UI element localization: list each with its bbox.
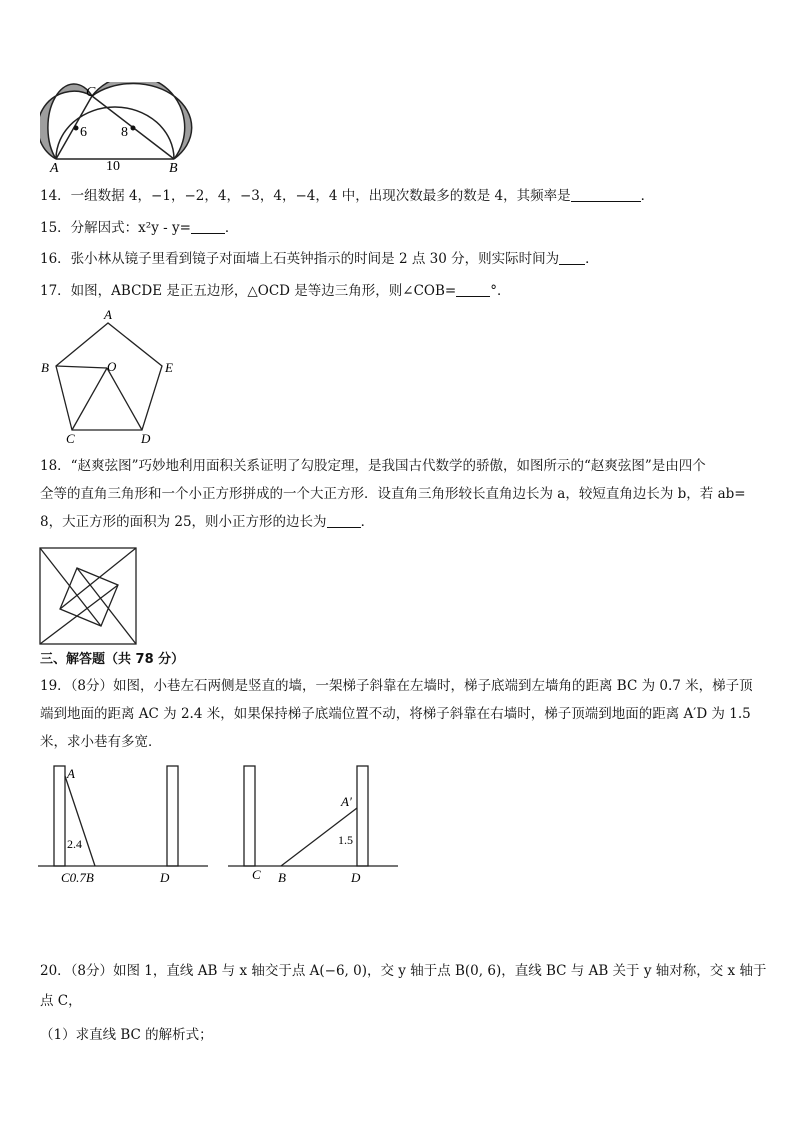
segment-oc	[72, 368, 107, 430]
midpoint-bc	[131, 126, 136, 131]
label-b: B	[169, 161, 178, 174]
left-wall	[54, 766, 65, 866]
answer-blank-18[interactable]	[327, 513, 361, 528]
question-17-end: °．	[490, 283, 511, 299]
ladder-left	[65, 776, 95, 866]
question-16-end: ．	[585, 251, 599, 267]
question-16-text: 16．张小林从镜子里看到镜子对面墙上石英钟指示的时间是 2 点 30 分，则实际时间为	[40, 251, 560, 267]
label-e: E	[165, 360, 173, 375]
question-17-text: 17．如图，ABCDE 是正五边形，△OCD 是等边三角形，则∠COB=	[40, 283, 457, 299]
answer-blank-15[interactable]	[191, 219, 225, 234]
shaded-lune-left	[40, 84, 92, 159]
label-b: B	[278, 870, 286, 885]
question-18-line-1: 18．“赵爽弦图”巧妙地利用面积关系证明了勾股定理，是我国古代数学的骄傲，如图所示的“赵爽弦图”是由四个	[40, 458, 706, 474]
question-14-end: ．	[640, 188, 655, 204]
label-d: D	[141, 431, 151, 446]
label-a-prime: A′	[341, 794, 352, 809]
question-19-line-3: 米，求小巷有多宽．	[40, 734, 162, 750]
figure-q13-semicircles	[40, 82, 200, 174]
question-15-end: ．	[224, 220, 239, 236]
figure-q19-right-wall	[226, 764, 402, 888]
question-20-line-1: 20．（8分）如图 1，直线 AB 与 x 轴交于点 A(−6, 0)，交 y 轴于点 B(0, 6)，直线 BC 与 AB 关于 y 轴对称，交 x 轴于	[40, 963, 767, 979]
left-wall	[244, 766, 255, 866]
question-18-line-3: 8，大正方形的面积为 25，则小正方形的边长为	[40, 514, 327, 530]
label-c: C	[86, 85, 96, 100]
large-square	[40, 548, 136, 644]
label-2-4: 2.4	[67, 837, 82, 851]
question-14-text: 14．一组数据 4，−1，−2，4，−3，4，−4，4 中，出现次数最多的数是 4，其频率是	[40, 188, 571, 204]
question-18-line-2: 全等的直角三角形和一个小正方形拼成的一个大正方形．设直角三角形较长直角边长为 a，较短直角边长为 b，若 ab=	[40, 486, 746, 502]
question-19-line-1: 19．（8分）如图，小巷左石两侧是竖直的墙，一架梯子斜靠在左墙时，梯子底端到左墙角的距离 BC 为 0.7 米，梯子顶	[40, 678, 753, 694]
question-15	[40, 219, 238, 237]
section-3-heading: 三、解答题（共 78 分）	[40, 652, 185, 667]
label-c: C	[66, 431, 75, 446]
question-20-line-2: 点 C，	[40, 993, 82, 1009]
answer-blank-14[interactable]	[571, 187, 641, 202]
question-19	[40, 672, 756, 756]
label-8: 8	[121, 125, 128, 140]
segment-od	[107, 368, 142, 430]
label-o: O	[107, 359, 117, 374]
right-wall	[167, 766, 178, 866]
question-19-line-2: 端到地面的距离 AC 为 2.4 米，如果保持梯子底端位置不动，将梯子斜靠在右墙时，梯子顶端到地面的距离 A′D 为 1.5	[40, 706, 751, 722]
question-18-end: ．	[360, 514, 375, 530]
shaded-lune-right	[92, 82, 192, 159]
small-square	[60, 568, 118, 626]
question-20-sub-1: （1）求直线 BC 的解析式；	[40, 1027, 213, 1043]
question-17	[40, 282, 510, 300]
label-d: D	[160, 870, 170, 885]
right-wall	[357, 766, 368, 866]
question-15-text: 15．分解因式：x²y - y=	[40, 220, 191, 236]
label-a: A	[67, 766, 75, 781]
question-20	[40, 956, 767, 1050]
question-16	[40, 250, 599, 268]
label-6: 6	[80, 125, 87, 140]
midpoint-ac	[74, 126, 79, 131]
question-18	[40, 452, 756, 536]
label-d: D	[351, 870, 361, 885]
label-b: B	[41, 360, 49, 375]
semicircle-ab	[56, 107, 174, 159]
answer-blank-17[interactable]	[456, 282, 490, 297]
figure-q18-zhao-shuang	[38, 546, 140, 648]
figure-q19-left-wall	[36, 764, 212, 888]
figure-q17-pentagon	[38, 306, 184, 446]
label-10: 10	[106, 159, 120, 174]
label-a: A	[104, 307, 112, 322]
question-18-line-3-wrap	[40, 508, 756, 536]
label-c-0-7-b: C0.7B	[61, 870, 94, 885]
label-c: C	[252, 867, 261, 882]
question-14	[40, 187, 654, 205]
label-a: A	[50, 161, 59, 174]
label-1-5: 1.5	[338, 833, 353, 847]
answer-blank-16[interactable]	[559, 250, 585, 265]
segment-bo	[56, 366, 107, 368]
pentagon-abcde	[56, 323, 162, 430]
